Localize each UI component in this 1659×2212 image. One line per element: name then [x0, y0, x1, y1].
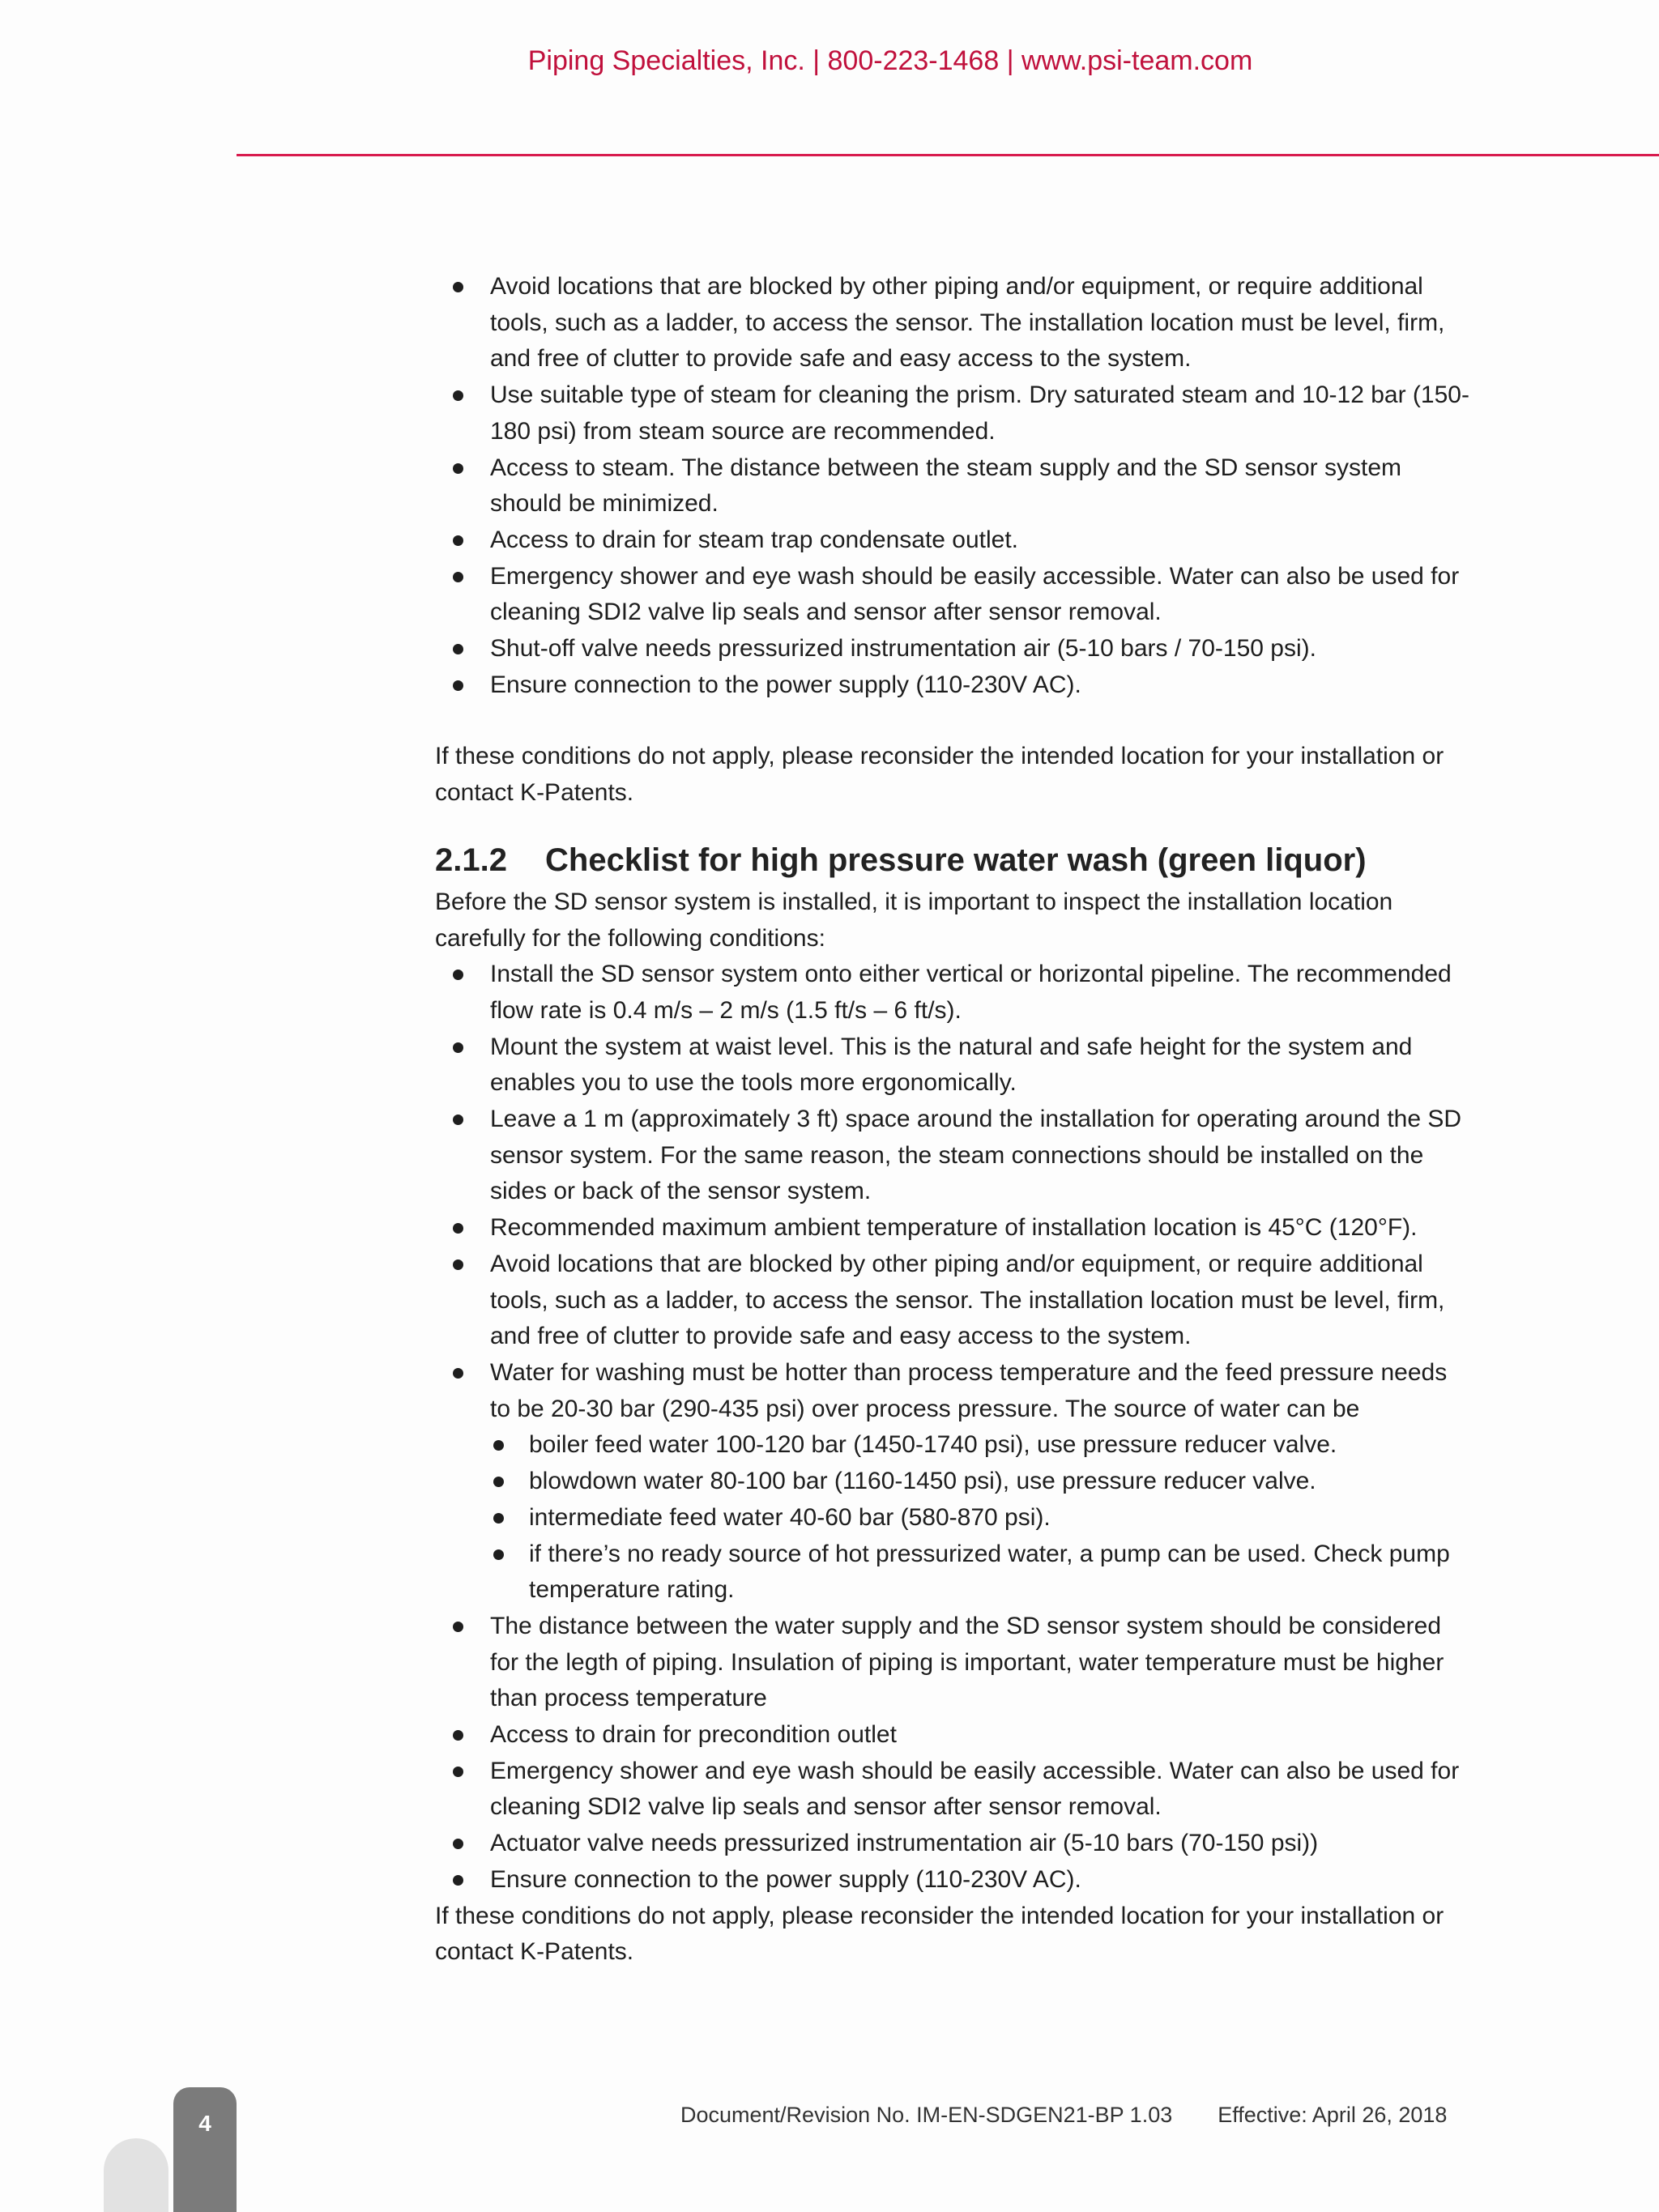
document-body	[435, 269, 1472, 1971]
water-source-sublist	[490, 1427, 1472, 1609]
section-intro: Before the SD sensor system is installed, it is important to inspect the installation location carefully for the following conditions:	[435, 888, 1393, 952]
reconsider-note: If these conditions do not apply, please reconsider the intended location for your installation or contact K-Patents.	[435, 743, 1444, 807]
footer	[680, 2103, 1447, 2128]
page-number: 4	[198, 2111, 211, 2136]
list-item: Leave a 1 m (approximately 3 ft) space around the installation for operating around the SD sensor system. For the same reason, the steam connections should be installed on the sides or back of the sensor system.	[435, 1102, 1472, 1210]
list-item: Use suitable type of steam for cleaning the prism. Dry saturated steam and 10-12 bar (150-180 psi) from steam source are recommended.	[435, 377, 1472, 450]
list-item: Access to drain for precondition outlet	[435, 1717, 1472, 1754]
list-item: Install the SD sensor system onto either vertical or horizontal pipeline. The recommended flow rate is 0.4 m/s – 2 m/s (1.5 ft/s – 6 ft/s).	[435, 957, 1472, 1029]
list-item: Ensure connection to the power supply (110-230V AC).	[435, 667, 1472, 704]
list-item: Actuator valve needs pressurized instrumentation air (5-10 bars (70-150 psi))	[435, 1826, 1472, 1862]
list-item: Emergency shower and eye wash should be easily accessible. Water can also be used for cleaning SDI2 valve lip seals and sensor after sensor removal.	[435, 559, 1472, 631]
list-item: Mount the system at waist level. This is the natural and safe height for the system and enables you to use the tools more ergonomically.	[435, 1029, 1472, 1102]
page-header: Piping Specialties, Inc. | 800-223-1468 | www.psi-team.com	[527, 45, 1253, 76]
list-item-water-source	[435, 1355, 1472, 1609]
list-item: Avoid locations that are blocked by other piping and/or equipment, or require additional tools, such as a ladder, to access the sensor. The installation location must be level, firm, and free of clutter to provide safe and easy access to the system.	[435, 269, 1472, 377]
page-number-tab	[173, 2087, 237, 2212]
sub-list-item: boiler feed water 100-120 bar (1450-1740 psi), use pressure reducer valve.	[490, 1427, 1472, 1464]
list-item: Recommended maximum ambient temperature of installation location is 45°C (120°F).	[435, 1210, 1472, 1247]
list-item: Emergency shower and eye wash should be easily accessible. Water can also be used for cleaning SDI2 valve lip seals and sensor after sensor removal.	[435, 1754, 1472, 1826]
sub-list-item: intermediate feed water 40-60 bar (580-870 psi).	[490, 1500, 1472, 1536]
list-item: Ensure connection to the power supply (110-230V AC).	[435, 1862, 1472, 1899]
list-item: The distance between the water supply and the SD sensor system should be considered for the legth of piping. Insulation of piping is important, water temperature must be higher than process temperature	[435, 1609, 1472, 1717]
list-item: Access to steam. The distance between the steam supply and the SD sensor system should be minimized.	[435, 450, 1472, 522]
water-wash-checklist	[435, 957, 1472, 1898]
section-title: Checklist for high pressure water wash (green liquor)	[545, 842, 1367, 878]
list-item: Shut-off valve needs pressurized instrumentation air (5-10 bars / 70-150 psi).	[435, 631, 1472, 667]
header-divider	[237, 154, 1659, 156]
sub-list-item: if there’s no ready source of hot pressurized water, a pump can be used. Check pump temperature rating.	[490, 1536, 1472, 1609]
section-heading	[435, 836, 1472, 884]
page-tab-decoration	[104, 2138, 168, 2212]
installation-conditions-list	[435, 269, 1472, 703]
document-revision: Document/Revision No. IM-EN-SDGEN21-BP 1.03	[680, 2103, 1173, 2127]
list-item: Access to drain for steam trap condensate outlet.	[435, 522, 1472, 559]
list-item-text: Water for washing must be hotter than process temperature and the feed pressure needs to be 20-30 bar (290-435 psi) over process pressure. The source of water can be	[490, 1358, 1448, 1422]
section-number: 2.1.2	[435, 842, 507, 878]
effective-date: Effective: April 26, 2018	[1218, 2103, 1448, 2127]
list-item: Avoid locations that are blocked by other piping and/or equipment, or require additional tools, such as a ladder, to access the sensor. The installation location must be level, firm, and free of clutter to provide safe and easy access to the system.	[435, 1247, 1472, 1355]
sub-list-item: blowdown water 80-100 bar (1160-1450 psi), use pressure reducer valve.	[490, 1464, 1472, 1500]
reconsider-note: If these conditions do not apply, please reconsider the intended location for your installation or contact K-Patents.	[435, 1902, 1444, 1966]
